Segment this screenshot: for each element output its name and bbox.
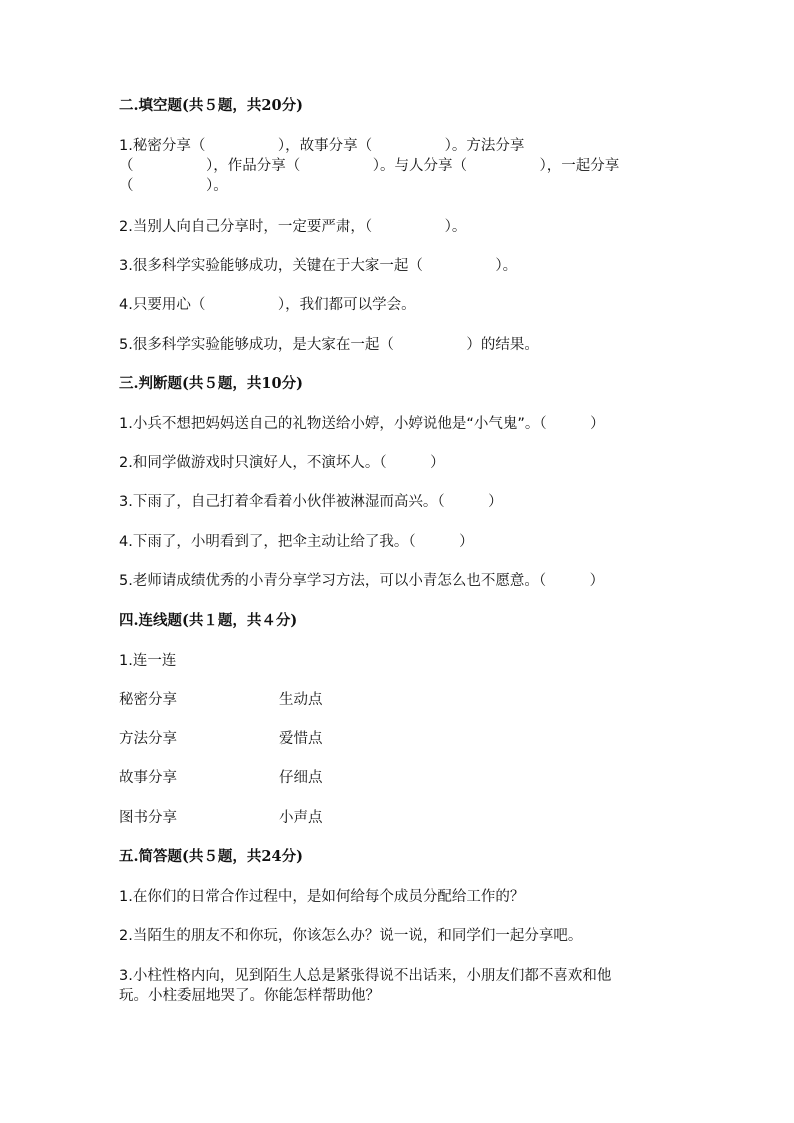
question-line: 1.连一连	[119, 653, 177, 669]
section-heading-fill-blank: 二.填空题(共５题，共20分)	[119, 97, 303, 114]
question-line: 5.很多科学实验能够成功，是大家在一起（ ）的结果。	[119, 337, 539, 353]
question-line: （ ），作品分享（ ）。与人分享（ ），一起分享	[119, 158, 620, 174]
question-line: 3.很多科学实验能够成功，关键在于大家一起（ ）。	[119, 258, 518, 274]
question-line: 4.只要用心（ ），我们都可以学会。	[119, 297, 416, 313]
question-line: 3.小柱性格内向，见到陌生人总是紧张得说不出话来，小朋友们都不喜欢和他	[119, 968, 612, 984]
match-right-item: 爱惜点	[279, 731, 323, 747]
question-line: 3.下雨了，自己打着伞看着小伙伴被淋湿而高兴。（ ）	[119, 494, 503, 510]
question-line: 玩。小柱委屈地哭了。你能怎样帮助他？	[119, 988, 380, 1004]
match-right-item: 生动点	[279, 692, 323, 708]
section-heading-short-answer: 五.简答题(共５题，共24分)	[119, 848, 303, 865]
section-heading-true-false: 三.判断题(共５题，共10分)	[119, 375, 303, 392]
match-left-item: 图书分享	[119, 810, 177, 826]
question-line: 4.下雨了，小明看到了，把伞主动让给了我。（ ）	[119, 534, 474, 550]
question-line: 2.和同学做游戏时只演好人，不演坏人。（ ）	[119, 455, 445, 471]
question-line: 2.当别人向自己分享时，一定要严肃，（ ）。	[119, 219, 467, 235]
question-line: 2.当陌生的朋友不和你玩，你该怎么办？说一说，和同学们一起分享吧。	[119, 928, 583, 944]
match-right-item: 仔细点	[279, 770, 323, 786]
match-right-item: 小声点	[279, 810, 323, 826]
match-left-item: 方法分享	[119, 731, 177, 747]
match-left-item: 故事分享	[119, 770, 177, 786]
question-line: 5.老师请成绩优秀的小青分享学习方法，可以小青怎么也不愿意。（ ）	[119, 573, 605, 589]
section-heading-matching: 四.连线题(共１题，共４分)	[119, 612, 298, 629]
question-line: 1.秘密分享（ ），故事分享（ ）。方法分享	[119, 138, 525, 154]
question-line: 1.在你们的日常合作过程中，是如何给每个成员分配给工作的？	[119, 889, 525, 905]
question-line: 1.小兵不想把妈妈送自己的礼物送给小婷，小婷说他是“小气鬼”。（ ）	[119, 416, 605, 432]
question-line: （ ）。	[119, 178, 228, 194]
match-left-item: 秘密分享	[119, 692, 177, 708]
